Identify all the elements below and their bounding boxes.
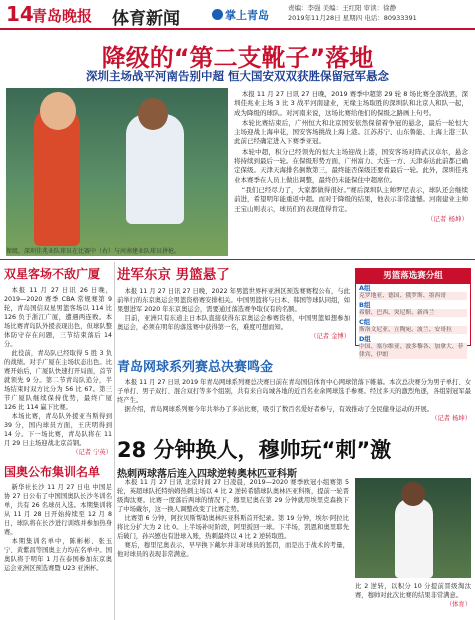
player-white-head xyxy=(138,98,168,130)
player-white xyxy=(126,114,184,224)
editor-line-1: 责编：李强 美编：王红阳 审读：徐静 xyxy=(288,4,397,12)
lead-paragraph: 本轮中超，积分已经领先的恒大主场迎战上港，国安客场对阵武汉卓尔，悬念将持续到最后一轮。在保级形势方面，广州富力、大连一方、天津泰达此前都已确定保级。天津天海排名倒数第三，最终能否保级还要看最后一轮。此外，深圳佳兆业本赛季在人员上做出调整，最终仍未能保住中超席位。 xyxy=(234,147,468,184)
lead-author: （记者 杨坤） xyxy=(426,214,468,223)
lead-paragraph: “我们已经尽力了，大家都做得很好。”赛后深圳队主帅罗尼表示，球队还会继续前进，希望明年能重返中超。而对于降级的结果，他表示非常遗憾。河南建业主帅王宝山则表示，球员们的表现值得肯定。 xyxy=(234,185,468,213)
lead-photo xyxy=(6,88,228,256)
paragraph: 本报 11 月 27 日讯 北京时间 27 日凌晨，2019—2020 赛季欧冠小组赛第 5 轮，英超球队托特纳姆热刺主场以 4 比 2 逆转希腊球队奥林匹亚科斯，提前一轮晋级淘汰赛。比赛一度落后两球的情况下，穆里尼奥在第 29 分钟就用埃里克森换下了中场戴尔，这一换人调整改变了比赛走势。 xyxy=(117,479,349,513)
player-body xyxy=(395,498,433,578)
group-teams: 斯洛文尼亚、立陶宛、波兰、安哥拉 xyxy=(359,326,467,334)
story-body-olympic xyxy=(4,483,112,573)
story-mens-basketball xyxy=(117,263,350,353)
lead-story xyxy=(0,32,475,260)
paragraph: 赛后，穆里尼奥表示，早早换下戴尔并非对球员的惩罚，而是出于战术的考量，他对球员的表现非常满意。 xyxy=(117,542,349,558)
column-divider xyxy=(114,262,115,620)
paragraph: 比 2 逆转，以积分 10 分提前晋级淘汰赛，穆帅对此次比赛的结果非常满意。 xyxy=(355,583,471,599)
story-headline-basketball: 双星客场不敌广厦 xyxy=(4,267,101,281)
app-name: 掌上青岛 xyxy=(225,9,269,22)
editor-info xyxy=(288,3,473,23)
group-label: A组 xyxy=(359,284,371,292)
author: （记者 杨坤） xyxy=(431,415,471,422)
author: （记者 宁英） xyxy=(72,449,112,456)
paragraph: 本报 11 月 27 日讯 26 日晚，2019—2020 赛季 CBA 常规赛第 9 轮，青岛国信双星男篮客场以 114 比 126 负于浙江广厦，遭遇两连败。本场比赛青岛队外援表现出色，但球队整体防守存在问题，三节结束落后 14 分。 xyxy=(4,287,112,348)
story-body xyxy=(117,478,349,620)
group-label: D组 xyxy=(359,335,371,343)
section-title: 体育新闻 xyxy=(112,9,180,29)
story-headline-olympic: 国奥公布集训名单 xyxy=(4,465,101,479)
page-number: 14 xyxy=(6,2,34,26)
paragraph: 据介绍，青岛网球系列赛今年共举办了多站比赛，吸引了数百名爱好者参与，有效推动了全民健身运动的开展。 xyxy=(124,406,434,413)
story-photo xyxy=(355,478,471,578)
story-body xyxy=(117,287,350,341)
paragraph: 本场比赛，青岛队外援亚当斯得到 39 分，国内球员方面，王庆明得到 14 分。下一场比赛，青岛队将在 11 月 29 日主场迎战北京首钢。 xyxy=(4,413,112,447)
group-label: B组 xyxy=(359,301,371,309)
group-c xyxy=(356,318,470,334)
story-headline: 青岛网球系列赛总决赛鸣金 xyxy=(117,360,274,375)
group-teams: 中国、塞尔维亚、波多黎各、加拿大、菲律宾、伊朗 xyxy=(359,343,467,359)
author: （记者 金博） xyxy=(310,333,350,340)
author: （体育） xyxy=(445,601,471,608)
group-label: C组 xyxy=(359,318,371,326)
groups-box xyxy=(355,268,471,358)
story-tennis xyxy=(117,356,471,434)
lead-photo-caption: 保级，深圳佳兆业队球员在比赛中（右）与河南建业队球员拼抢。 xyxy=(6,248,181,255)
masthead xyxy=(0,0,475,30)
group-teams: 克罗地亚、德国、俄罗斯、墨西哥 xyxy=(359,292,467,300)
group-b xyxy=(356,301,470,317)
player-red-head xyxy=(40,92,76,130)
paragraph: 本报 11 月 27 日讯 27 日晚，2022 年男篮世界杯亚洲区预选赛赛程公布，与此前举行的东京奥运会男篮资格赛安排相关。中国男篮将与日本、韩国等球队同组，如果想进军 2020 年东京奥运会，需要通过落选赛争取仅有的名额。 xyxy=(117,288,350,313)
paragraph: 本报 11 月 27 日讯 2019 年青岛网球系列赛总决赛日前在青岛国信体育中心网球馆落下帷幕。本次总决赛分为男子单打、女子单打、男子双打、混合双打等多个组别，共有来自岛城各地的近百名业余网球选手参赛。经过多天的激烈角逐，各组别冠军最终产生。 xyxy=(117,379,471,404)
groups-box-title: 男篮落选赛分组 xyxy=(356,269,470,284)
lead-paragraph: 本报 11 月 27 日讯 27 日晚，2019 赛季中超第 29 轮 8 场比赛全部战罢，深圳佳兆业主场 3 比 3 战平河南建业，无缘主场取胜的深圳队和北京人和队一起，成为降级的球队。对河南来说，这场比赛给他们的保级之路画上句号。 xyxy=(234,90,468,117)
story-body xyxy=(117,378,471,423)
story-headline: 进军东京 男篮悬了 xyxy=(117,267,230,283)
player-head xyxy=(401,482,425,506)
group-teams: 希腊、巴西、突尼斯、新西兰 xyxy=(359,309,467,317)
paper-name: 青岛晚报 xyxy=(32,7,93,25)
paragraph: 比赛第 6 分钟，阿拉贝斯帮助奥林匹亚科斯首开纪录。第 19 分钟，埃尔·阿拉比将比分扩大为 2 比 0。上半场补时阶段，阿里扳回一球。下半场，凯恩和奥里耶先后破门，孙兴慜也有进球入账，热刺最终以 4 比 2 逆转取胜。 xyxy=(117,515,349,540)
left-column xyxy=(4,265,112,620)
lead-headline: 降级的“第二支靴子”落地 xyxy=(101,44,374,72)
paragraph: 目前，亚洲只有东道主日本队直接获得东京奥运会参赛资格，中国男篮如想参加奥运会，必须在明年的落选赛中获得第一名，难度可想而知。 xyxy=(117,315,350,331)
app-badge[interactable] xyxy=(212,7,269,23)
story-body-basketball xyxy=(4,286,112,457)
paragraph: 此役前，青岛队已经取得 5 胜 3 负的战绩。对手广厦在主场状态出色。比赛开始后，广厦队快速打开局面，首节就领先 9 分。第二节青岛队追分，半场结束时双方比分为 56 比 67。第三节广厦队继续保持优势，最终广厦 126 比 114 赢下比赛。 xyxy=(4,350,112,411)
story-headline: 28 分钟换人，穆帅玩“刺”激 xyxy=(117,438,392,462)
story-tottenham xyxy=(117,434,471,620)
lead-body xyxy=(234,90,468,258)
group-a xyxy=(356,284,470,300)
lead-subhead: 深圳主场战平河南告别中超 恒大国安双双获胜保留冠军悬念 xyxy=(85,69,389,83)
app-logo-icon xyxy=(212,9,223,20)
editor-line-2: 2019年11月28日 星期四 电话：80933391 xyxy=(288,14,417,22)
story-body-continued xyxy=(355,582,471,620)
paragraph: 本期集训名单中，陈彬彬、张玉宁、黄紫昌等国奥主力均在名单中。国奥队将于明年 1 月在泰国参加东京奥运会亚洲区预选赛暨 U23 亚洲杯。 xyxy=(4,538,112,572)
story-subhead: 热刺两球落后连入四球逆转奥林匹亚科斯 xyxy=(117,469,297,480)
lead-paragraph: 本轮比赛结束后，广州恒大和北京国安依然保留着争冠的悬念，最后一轮恒大主场迎战上海申花，国安客场挑战上海上港。江苏苏宁、山东鲁能、上海上港三队此前已经确定进入下赛季亚冠。 xyxy=(234,118,468,146)
paragraph: 新华社长沙 11 月 27 日电 中国足协 27 日公布了中国国奥队长沙冬训名单，共有 26 名球员入选。本期集训将从 11 月 28 日开始持续至 12 月 8 日，球队将在长沙进行训练并参加热身赛。 xyxy=(4,484,112,536)
